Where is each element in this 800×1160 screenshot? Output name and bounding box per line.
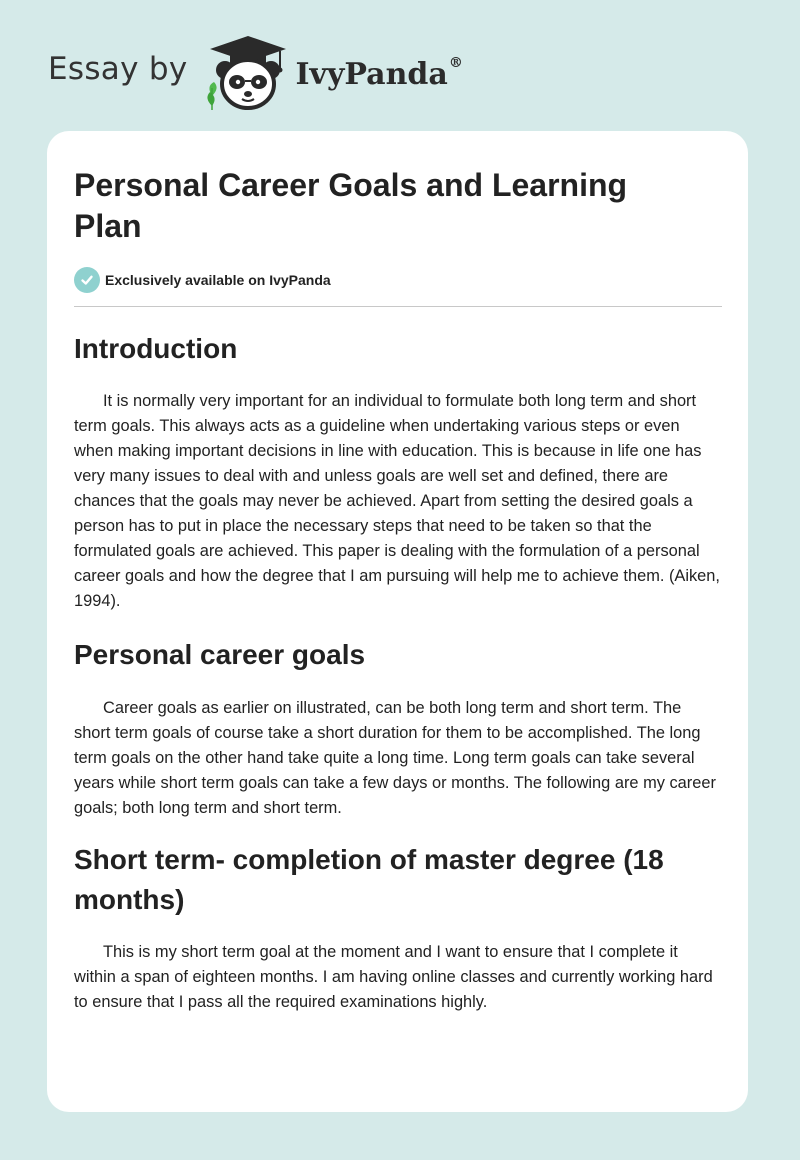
exclusive-badge [74, 267, 722, 293]
panda-graduation-cap-icon[interactable] [202, 32, 294, 112]
brand-name[interactable] [295, 54, 463, 92]
section-paragraph: This is my short term goal at the moment and I want to ensure that I complete it within a span of eighteen months. I am having online classes and currently working hard to ensure that I pass all the required examinations highly. [74, 943, 713, 1011]
site-header [48, 32, 463, 112]
section-heading: Introduction [74, 333, 238, 364]
section-personal-career-goals [74, 635, 722, 821]
section-paragraph: Career goals as earlier on illustrated, can be both long term and short term. The short term goals of course take a short duration for them to be accomplished. The long term goals on the other hand take quite a long time. Long term goals can take several years while short term goals can take a few days or months. The following are my career goals; both long term and short term. [74, 699, 716, 817]
brand-text: IvyPanda [295, 56, 448, 92]
section-short-term [74, 840, 722, 1015]
essay-card [47, 131, 748, 1112]
page-title: Personal Career Goals and Learning Plan [74, 167, 628, 244]
registered-mark: ® [448, 54, 463, 71]
section-heading: Short term- completion of master degree (18 months) [74, 844, 664, 915]
section-heading: Personal career goals [74, 639, 366, 670]
divider [74, 306, 722, 307]
essay-by-label: Essay by [48, 51, 188, 87]
section-introduction [74, 329, 722, 614]
section-paragraph: It is normally very important for an individual to formulate both long term and short term goals. This always acts as a guideline when undertaking various steps or even when making important decisions in line with education. This is because in life one has very many issues to deal with and unless goals are well set and defined, there are chances that the goals may never be achieved. Apart from setting the desired goals a person has to put in place the necessary steps that need to be taken so that the formulated goals are achieved. This paper is dealing with the formulation of a personal career goals and how the degree that I am pursuing will help me to achieve them. (Aiken, 1994). [74, 392, 720, 610]
checkmark-icon [74, 267, 100, 293]
badge-label: Exclusively available on IvyPanda [105, 272, 331, 288]
